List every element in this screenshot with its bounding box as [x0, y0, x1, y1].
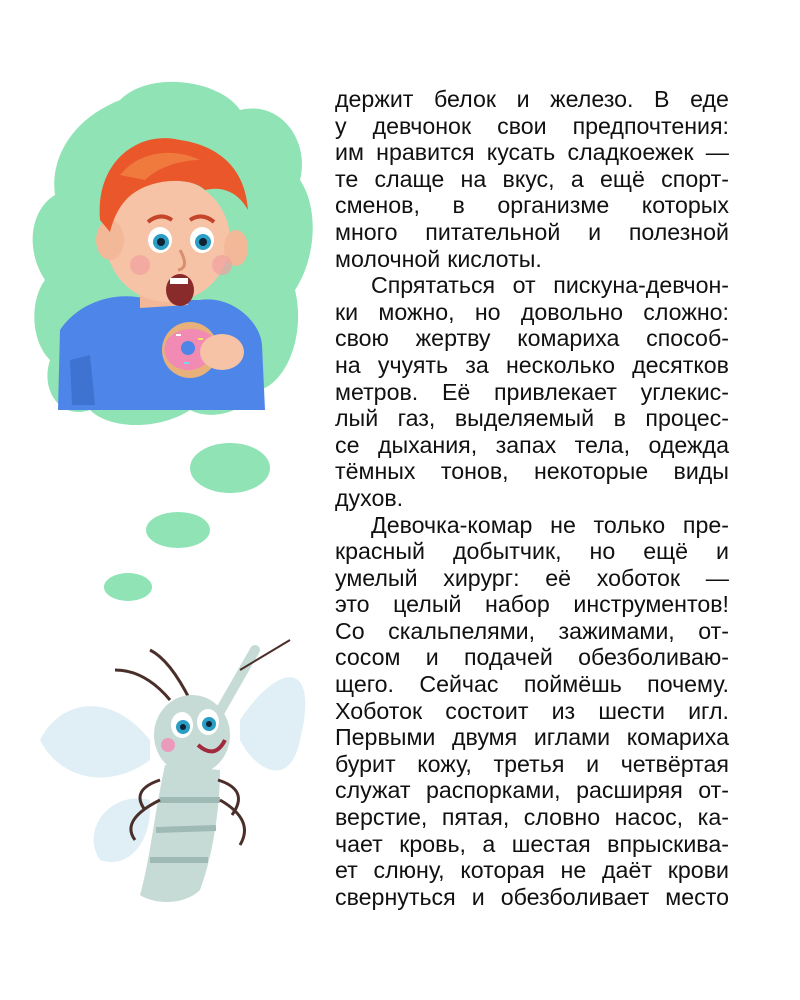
word: зажимами,: [558, 617, 675, 644]
word: служат: [335, 777, 411, 804]
text-line: [335, 884, 729, 911]
word: не: [560, 857, 587, 884]
word: В: [654, 86, 670, 112]
word: процес-: [645, 405, 729, 432]
word: игл.: [688, 697, 729, 724]
word: тела,: [574, 431, 631, 458]
word: сменов,: [335, 192, 420, 219]
word: се: [335, 431, 360, 458]
word: на: [460, 165, 487, 192]
word: и: [716, 538, 729, 565]
word: —: [705, 139, 729, 166]
word: и: [588, 218, 602, 245]
word: ки: [335, 298, 359, 325]
word: виды: [673, 458, 729, 485]
word: железо.: [550, 86, 634, 112]
word: организме: [497, 192, 610, 219]
word: некоторые: [533, 458, 649, 485]
word: от-: [698, 617, 729, 644]
text-line: [335, 166, 729, 193]
word: пятая,: [441, 804, 510, 831]
text-line: [335, 804, 729, 831]
mosquito-illustration: [40, 640, 305, 902]
word: кровь,: [399, 830, 466, 857]
word: в: [452, 192, 465, 219]
text-line: [335, 591, 729, 618]
word: десятков: [632, 351, 729, 378]
word: дыхания,: [377, 431, 478, 458]
word: слаще: [374, 165, 445, 192]
text-column: [335, 86, 729, 910]
word: распорками,: [425, 777, 561, 804]
word: кожу,: [417, 750, 472, 777]
text-line: [335, 831, 729, 858]
word: одежда: [648, 431, 729, 458]
word: шестая: [511, 830, 591, 857]
text-line: [335, 724, 729, 751]
word: учуять: [377, 351, 449, 378]
word: сложно:: [643, 298, 729, 325]
word: которых: [641, 192, 729, 219]
word: Её: [441, 378, 471, 405]
word: впрыскива-: [607, 830, 729, 857]
word: сосом: [335, 644, 401, 671]
word: набор: [485, 591, 550, 618]
word: довольно: [520, 298, 624, 325]
word: газ,: [397, 405, 436, 432]
text-line: [335, 272, 729, 299]
word: двумя: [452, 724, 518, 751]
word: крови: [667, 857, 729, 884]
word: даёт: [602, 857, 652, 884]
word: от: [512, 272, 536, 299]
word: свою: [335, 325, 389, 352]
word: иглами: [533, 724, 611, 751]
text-line: [335, 246, 729, 273]
word: третья: [493, 750, 565, 777]
text-line: [335, 352, 729, 379]
text-line: [335, 113, 729, 140]
word: им: [335, 139, 364, 166]
word: способ-: [646, 325, 729, 352]
word: углекис-: [640, 378, 729, 405]
word: словно: [523, 804, 601, 831]
word: свои: [497, 112, 547, 139]
word: питательной: [425, 218, 561, 245]
small-thought-bubbles: [104, 443, 270, 601]
text-line: [335, 192, 729, 219]
word: её: [545, 564, 572, 591]
text-line: [335, 644, 729, 671]
word: хоботок: [596, 564, 681, 591]
word: предпочтения:: [572, 112, 729, 139]
word: и: [471, 883, 485, 910]
word: добытчик,: [452, 538, 562, 565]
word: а: [482, 830, 496, 857]
word: Со: [335, 617, 365, 644]
word: лый: [335, 405, 379, 432]
word: тёмных: [335, 458, 416, 485]
word: привлекает: [494, 378, 617, 405]
word: и: [516, 86, 530, 112]
word: белок: [434, 86, 496, 112]
word: но: [589, 538, 616, 565]
text-line: [335, 325, 729, 352]
word: состоит: [445, 697, 529, 724]
text-line: [335, 751, 729, 778]
word: метров.: [335, 378, 419, 405]
word: скальпелями,: [388, 617, 536, 644]
word: ещё: [600, 165, 645, 192]
word: а: [570, 165, 584, 192]
word: спорт-: [661, 165, 729, 192]
word: Хоботок: [335, 697, 423, 724]
word: свернуться: [335, 883, 456, 910]
word: много: [335, 218, 398, 245]
text-line: [335, 512, 729, 539]
word: запах: [495, 431, 557, 458]
word: это: [335, 591, 370, 618]
word: бурит: [335, 750, 396, 777]
word: поймёшь: [523, 671, 622, 698]
word: которая: [460, 857, 545, 884]
word: кислоты.: [447, 245, 542, 272]
word: шести: [598, 697, 665, 724]
text-line: [335, 565, 729, 592]
word: держит: [335, 86, 414, 112]
word: красный: [335, 538, 425, 565]
text-line: [335, 219, 729, 246]
word: на: [335, 351, 361, 378]
text-line: [335, 857, 729, 884]
word: те: [335, 165, 359, 192]
word: только: [593, 511, 666, 538]
word: верстие,: [335, 804, 428, 831]
text-line: [335, 671, 729, 698]
word: несколько: [505, 351, 615, 378]
text-line: [335, 405, 729, 432]
word: выделяемый: [454, 405, 595, 432]
word: жертву: [415, 325, 491, 352]
word: и: [586, 750, 600, 777]
word: пре-: [682, 511, 729, 538]
text-line: [335, 538, 729, 565]
word: насос,: [614, 804, 684, 831]
word: комариха: [517, 325, 620, 352]
word: тонов,: [440, 458, 509, 485]
text-line: [335, 432, 729, 459]
word: от-: [698, 777, 729, 804]
text-line: [335, 458, 729, 485]
word: еде: [690, 86, 729, 112]
word: ка-: [697, 804, 729, 831]
word: слюну,: [373, 857, 445, 884]
text-line: [335, 777, 729, 804]
word: молочной: [335, 245, 441, 272]
word: инструментов!: [573, 591, 729, 618]
word: щего.: [335, 671, 394, 698]
word: комариха: [626, 724, 729, 751]
word: хирург:: [443, 564, 520, 591]
word: ещё: [643, 538, 689, 565]
word: Спрятаться: [371, 272, 496, 299]
word: —: [705, 564, 729, 591]
text-line: [335, 618, 729, 645]
word: ет: [335, 857, 358, 884]
word: место: [665, 883, 729, 910]
text-line: [335, 485, 729, 512]
word: Первыми: [335, 724, 436, 751]
word: умелый: [335, 564, 418, 591]
text-line: [335, 139, 729, 166]
word: сладкоежек: [567, 139, 694, 166]
text-line: [335, 379, 729, 406]
word: можно,: [378, 298, 455, 325]
text-line: [335, 299, 729, 326]
word: обезболиваю-: [578, 644, 729, 671]
word: обезболивает: [500, 883, 650, 910]
word: чает: [335, 830, 383, 857]
word: духов.: [335, 484, 404, 511]
word: у: [335, 112, 347, 139]
word: полезной: [628, 218, 729, 245]
word: вкус,: [502, 165, 555, 192]
word: нравится: [376, 139, 475, 166]
word: и: [425, 644, 439, 671]
word: пискуна-девчон-: [553, 272, 729, 299]
word: подачей: [464, 644, 553, 671]
word: в: [613, 405, 626, 432]
word: четвёртая: [620, 750, 729, 777]
word: почему.: [647, 671, 729, 698]
word: но: [474, 298, 501, 325]
word: за: [465, 351, 489, 378]
illustration: [0, 0, 330, 1000]
word: не: [550, 511, 576, 538]
word: расширяя: [576, 777, 683, 804]
word: целый: [393, 591, 462, 618]
word: девчонок: [372, 112, 472, 139]
word: Сейчас: [419, 671, 499, 698]
text-line: [335, 86, 729, 113]
text-line: [335, 698, 729, 725]
word: Девочка-комар: [371, 511, 533, 538]
word: кусать: [486, 139, 556, 166]
word: из: [551, 697, 576, 724]
